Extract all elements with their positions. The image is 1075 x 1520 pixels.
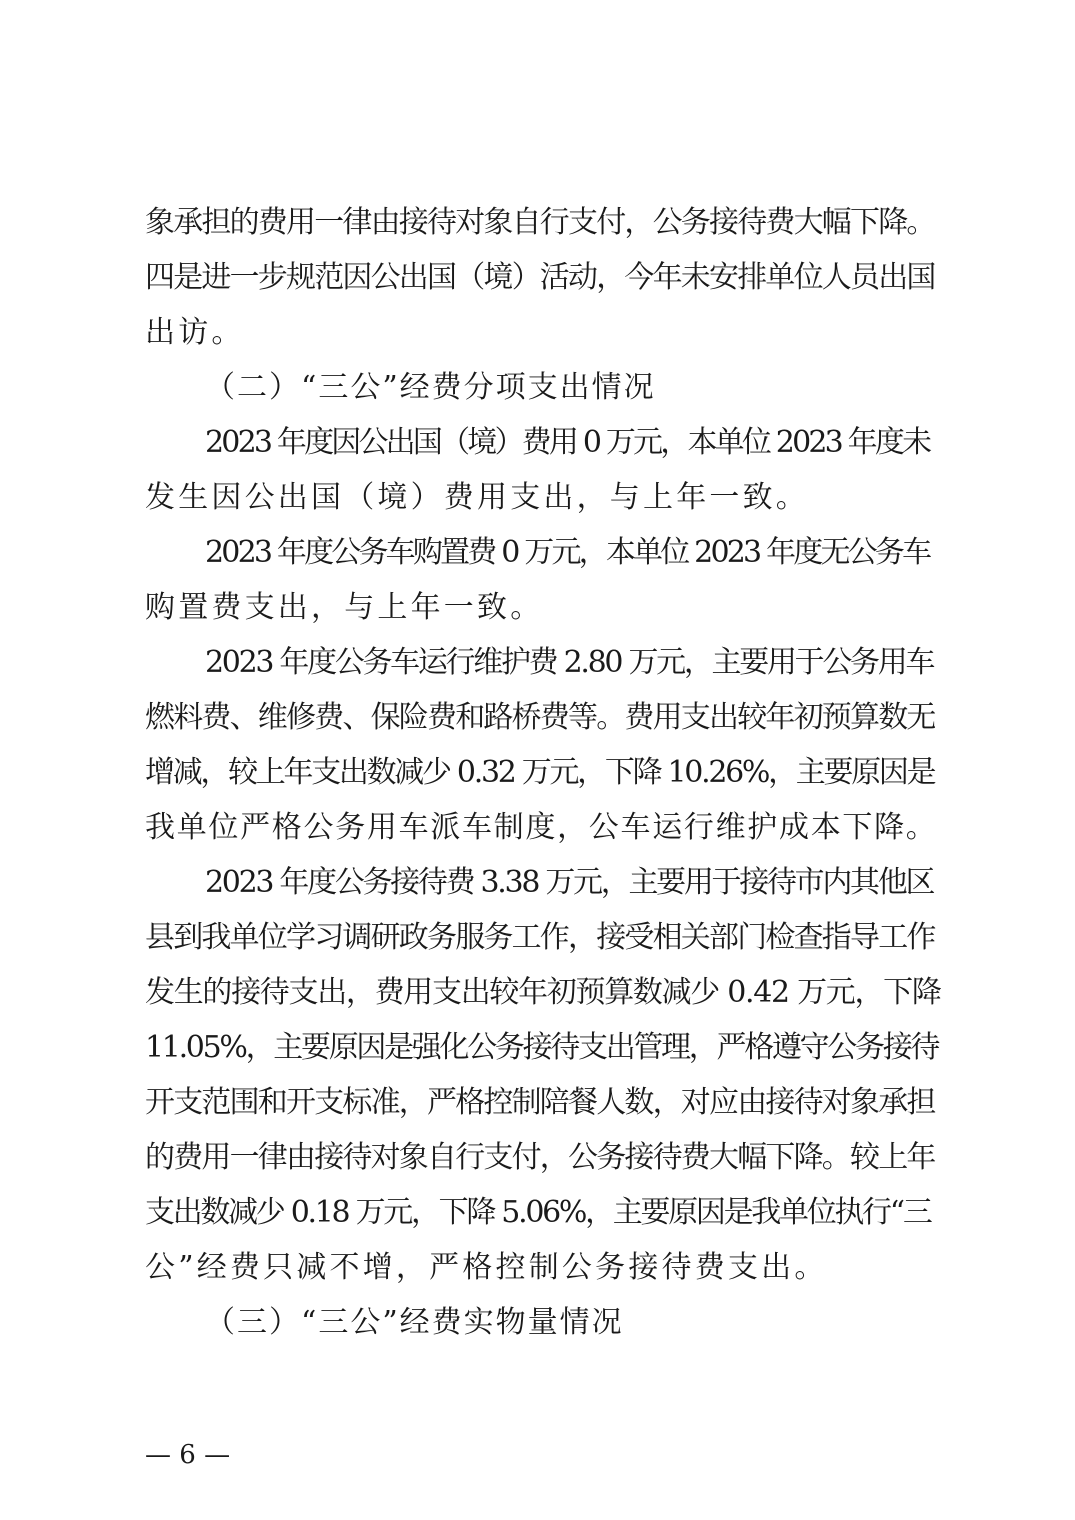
- paragraph-line: 发生因公出国（境）费用支出，与上年一致。: [145, 480, 809, 515]
- paragraph-line: 我单位严格公务用车派车制度，公车运行维护成本下降。: [145, 810, 938, 845]
- paragraph-line: 燃料费、维修费、保险费和路桥费等。费用支出较年初预算数无: [145, 700, 935, 735]
- paragraph-line: 发生的接待支出，费用支出较年初预算数减少 0.42 万元，下降: [145, 975, 941, 1010]
- paragraph-line: 支出数减少 0.18 万元，下降 5.06%，主要原因是我单位执行“三: [145, 1195, 931, 1230]
- paragraph-line: 购置费支出，与上年一致。: [145, 590, 544, 625]
- paragraph-line: 出访。: [145, 315, 245, 350]
- paragraph-line: 的费用一律由接待对象自行支付，公务接待费大幅下降。较上年: [145, 1140, 935, 1175]
- paragraph-line: 11.05%，主要原因是强化公务接待支出管理，严格遵守公务接待: [145, 1030, 939, 1065]
- section-heading-2: （二）“三公”经费分项支出情况: [205, 370, 656, 405]
- paragraph-line: 2023 年度因公出国（境）费用 0 万元，本单位 2023 年度未: [205, 425, 930, 460]
- paragraph-line: 开支范围和开支标准，严格控制陪餐人数，对应由接待对象承担: [145, 1085, 935, 1120]
- paragraph-line: 公”经费只减不增，严格控制公务接待费支出。: [145, 1250, 828, 1285]
- page-number: — 6 —: [145, 1440, 231, 1470]
- paragraph-line: 四是进一步规范因公出国（境）活动，今年未安排单位人员出国: [145, 260, 935, 295]
- paragraph-line: 2023 年度公务车运行维护费 2.80 万元，主要用于公务用车: [205, 645, 934, 680]
- section-heading-3: （三）“三公”经费实物量情况: [205, 1305, 624, 1340]
- paragraph-line: 2023 年度公务接待费 3.38 万元，主要用于接待市内其他区: [205, 865, 934, 900]
- paragraph-line: 增减，较上年支出数减少 0.32 万元，下降 10.26%，主要原因是: [145, 755, 935, 790]
- document-body: [145, 195, 945, 1350]
- paragraph-line: 2023 年度公务车购置费 0 万元，本单位 2023 年度无公务车: [205, 535, 930, 570]
- paragraph-line: 县到我单位学习调研政务服务工作，接受相关部门检查指导工作: [145, 920, 935, 955]
- paragraph-line: 象承担的费用一律由接待对象自行支付，公务接待费大幅下降。: [145, 205, 935, 240]
